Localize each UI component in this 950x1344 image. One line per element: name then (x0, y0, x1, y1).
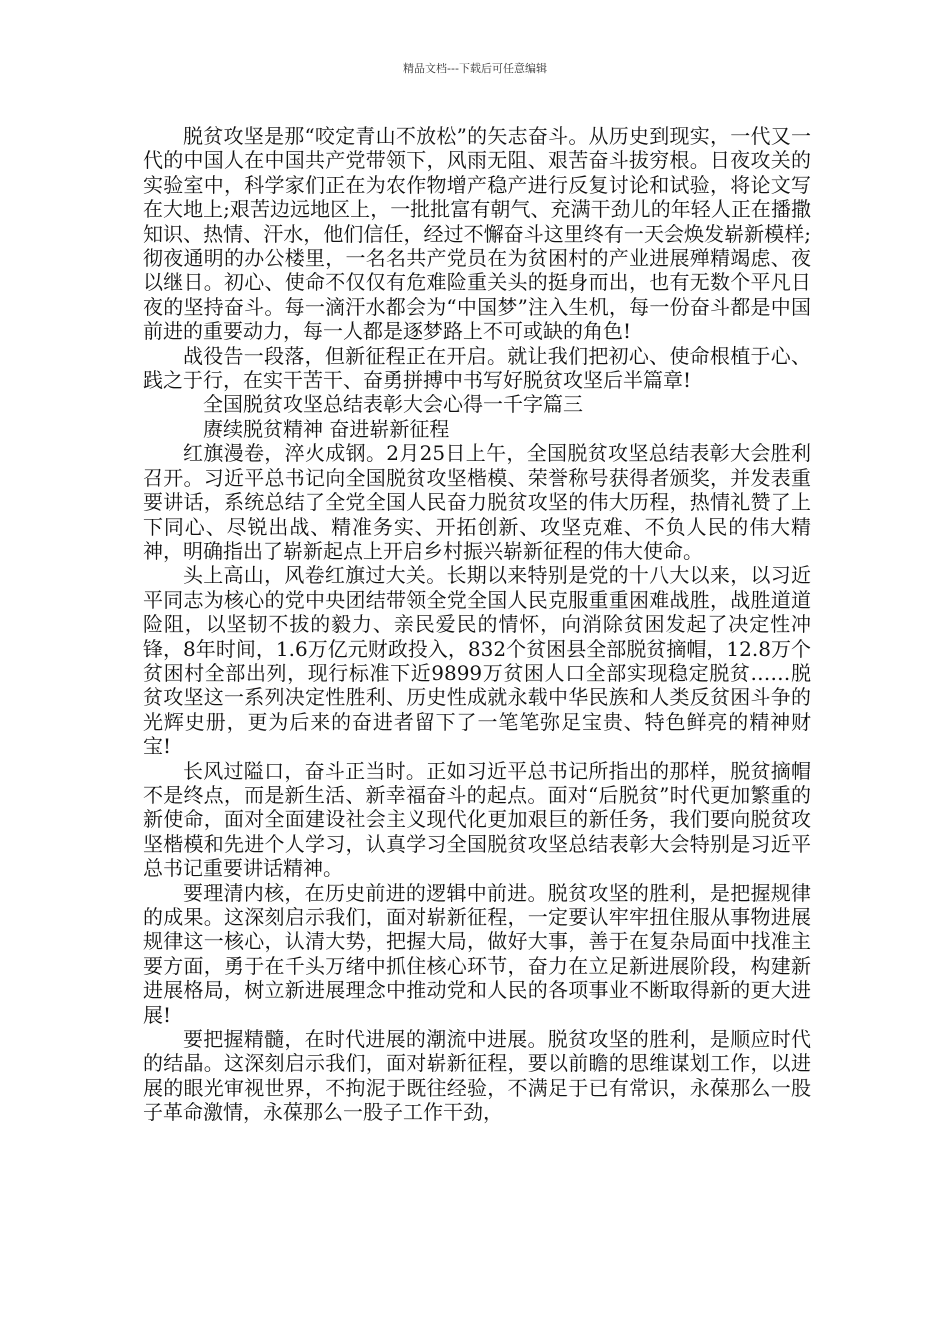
section-paragraph-5: 要把握精髓，在时代进展的潮流中进展。脱贫攻坚的胜利，是顺应时代的结晶。这深刻启示我们，面对崭新征程，要以前瞻的思维谋划工作，以进展的眼光审视世界，不拘泥于既往经验，不满足于已有常识，永葆那么一股子革命激情，永葆那么一股子工作干劲， (143, 1027, 811, 1125)
page-header: 精品文档---下载后可任意编辑 (403, 62, 547, 75)
section-subtitle: 赓续脱贫精神 奋进崭新征程 (203, 416, 450, 441)
section-paragraph-1: 红旗漫卷，淬火成钢。2月25日上午，全国脱贫攻坚总结表彰大会胜利召开。习近平总书记向全国脱贫攻坚楷模、荣誉称号获得者颁奖，并发表重要讲话，系统总结了全党全国人民奋力脱贫攻坚的伟大历程，热情礼赞了上下同心、尽锐出战、精准务实、开拓创新、攻坚克难、不负人民的伟大精神，明确指出了崭新起点上开启乡村振兴崭新征程的伟大使命。 (143, 441, 811, 563)
paragraph-1: 脱贫攻坚是那“咬定青山不放松”的矢志奋斗。从历史到现实，一代又一代的中国人在中国共产党带领下，风雨无阻、艰苦奋斗拔穷根。日夜攻关的实验室中，科学家们正在为农作物增产稳产进行反复讨论和试验，将论文写在大地上;艰苦边远地区上，一批批富有朝气、充满干劲儿的年轻人正在播撒知识、热情、汗水，他们信任，经过不懈奋斗这里终有一天会焕发崭新模样;彻夜通明的办公楼里，一名名共产党员在为贫困村的产业进展殚精竭虑、夜以继日。初心、使命不仅仅有危难险重关头的挺身而出，也有无数个平凡日夜的坚持奋斗。每一滴汗水都会为“中国梦”注入生机，每一份奋斗都是中国前进的重要动力，每一人都是逐梦路上不可或缺的角色! (143, 124, 811, 344)
section-paragraph-2: 头上高山，风卷红旗过大关。长期以来特别是党的十八大以来，以习近平同志为核心的党中央团结带领全党全国人民克服重重困难战胜，战胜道道险阻，以坚韧不拔的毅力、亲民爱民的情怀，向消除贫困发起了决定性冲锋，8年时间，1.6万亿元财政投入，832个贫困县全部脱贫摘帽，12.8万个贫困村全部出列，现行标准下近9899万贫困人口全部实现稳定脱贫……脱贫攻坚这一系列决定性胜利、历史性成就永载中华民族和人类反贫困斗争的光辉史册，更为后来的奋进者留下了一笔笔弥足宝贵、特色鲜亮的精神财宝! (143, 563, 811, 759)
section-paragraph-4: 要理清内核，在历史前进的逻辑中前进。脱贫攻坚的胜利，是把握规律的成果。这深刻启示我们，面对崭新征程，一定要认牢牢扭住服从事物进展规律这一核心，认清大势，把握大局，做好大事，善于在复杂局面中找准主要方面，勇于在千头万绪中抓住核心环节，奋力在立足新进展阶段，构建新进展格局，树立新进展理念中推动党和人民的各项事业不断取得新的更大进展! (143, 880, 811, 1027)
paragraph-2: 战役告一段落，但新征程正在开启。就让我们把初心、使命根植于心、践之于行，在实干苦干、奋勇拼搏中书写好脱贫攻坚后半篇章! (143, 343, 811, 393)
document-body (143, 124, 811, 1125)
section-paragraph-3: 长风过隘口，奋斗正当时。正如习近平总书记所指出的那样，脱贫摘帽不是终点，而是新生活、新幸福奋斗的起点。面对“后脱贫”时代更加繁重的新使命，面对全面建设社会主义现代化更加艰巨的新任务，我们要向脱贫攻坚楷模和先进个人学习，认真学习全国脱贫攻坚总结表彰大会特别是习近平总书记重要讲话精神。 (143, 758, 811, 881)
section-title: 全国脱贫攻坚总结表彰大会心得一千字篇三 (203, 392, 583, 417)
